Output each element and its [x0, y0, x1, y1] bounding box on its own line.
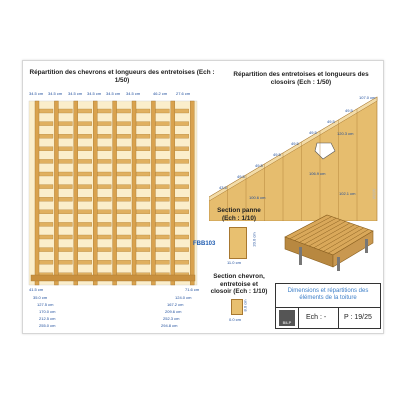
rafter — [132, 101, 136, 285]
strut — [97, 172, 111, 176]
top-dim: 34.5 cm — [29, 91, 44, 96]
strut — [136, 172, 150, 176]
strut — [39, 172, 53, 176]
strut — [136, 210, 150, 214]
strut — [39, 197, 53, 201]
strut — [39, 185, 53, 189]
strut — [155, 159, 169, 163]
strut — [58, 159, 72, 163]
top-dim: 34.5 cm — [87, 91, 102, 96]
top-dim: 34.5 cm — [106, 91, 121, 96]
strut — [136, 235, 150, 239]
strut — [136, 122, 150, 126]
rafter — [171, 101, 175, 285]
rafter — [93, 101, 97, 285]
strut — [39, 260, 53, 264]
strut — [117, 172, 131, 176]
strut — [58, 197, 72, 201]
top-dim: 34.5 cm — [68, 91, 83, 96]
strut — [175, 147, 189, 151]
strut — [155, 210, 169, 214]
chevron-width: 0.0 cm — [229, 317, 242, 322]
strut — [117, 109, 131, 113]
strut — [39, 109, 53, 113]
strut — [78, 260, 92, 264]
strut — [78, 122, 92, 126]
strut — [117, 248, 131, 252]
strut — [97, 122, 111, 126]
strut — [39, 147, 53, 151]
bottom-dim: 41.5 cm — [29, 287, 44, 292]
bottom-dim: 167.2 cm — [167, 302, 184, 307]
slope-dim: 107.0 cm — [359, 95, 376, 100]
strut — [117, 260, 131, 264]
strut — [175, 109, 189, 113]
strut — [97, 147, 111, 151]
rafter — [54, 101, 58, 285]
strut — [155, 222, 169, 226]
strut — [136, 260, 150, 264]
strut — [78, 248, 92, 252]
strut — [78, 172, 92, 176]
strut — [78, 134, 92, 138]
strut — [78, 109, 92, 113]
top-spacing-row — [29, 91, 201, 99]
strut — [78, 197, 92, 201]
strut — [39, 122, 53, 126]
slope-dim: 106.9 cm — [309, 171, 326, 176]
strut — [58, 222, 72, 226]
strut — [58, 122, 72, 126]
strut — [78, 159, 92, 163]
strut — [136, 147, 150, 151]
top-dim: 34.5 cm — [48, 91, 63, 96]
strut — [175, 260, 189, 264]
strut — [136, 109, 150, 113]
top-dim: 34.5 cm — [126, 91, 141, 96]
panne-width: 11.0 cm — [227, 260, 241, 265]
strut — [39, 222, 53, 226]
section-panne-title: Section panne (Ech : 1/10) — [217, 207, 261, 222]
strut — [155, 235, 169, 239]
strut — [58, 210, 72, 214]
strut — [175, 197, 189, 201]
chevron-height: 8.0 cm — [242, 299, 248, 312]
strut — [58, 185, 72, 189]
drawing-sheet — [22, 60, 384, 334]
bottom-dims — [27, 287, 207, 331]
strut — [117, 147, 131, 151]
strut — [117, 210, 131, 214]
strut — [97, 159, 111, 163]
strut — [155, 109, 169, 113]
strut — [175, 235, 189, 239]
strut — [97, 260, 111, 264]
strut — [97, 235, 111, 239]
strut — [155, 248, 169, 252]
cartouche-title: Dimensions et répartitions des éléments de la toiture — [287, 288, 369, 301]
logo-text: BILP — [282, 320, 292, 325]
strut — [39, 159, 53, 163]
strut — [117, 159, 131, 163]
slope-dim: 49.5 — [291, 141, 299, 146]
scale-cell: Ech : - — [306, 314, 327, 321]
strut — [117, 134, 131, 138]
slope-dim: 49.5 — [309, 130, 317, 135]
strut — [97, 197, 111, 201]
strut — [136, 248, 150, 252]
strut — [97, 222, 111, 226]
strut — [155, 147, 169, 151]
strut — [175, 122, 189, 126]
strut — [136, 185, 150, 189]
watermark: www — [371, 188, 378, 200]
strut — [117, 197, 131, 201]
strut — [136, 197, 150, 201]
strut — [39, 210, 53, 214]
bottom-dim: 124.0 cm — [175, 295, 192, 300]
strut — [155, 172, 169, 176]
strut — [58, 134, 72, 138]
strut — [136, 159, 150, 163]
post — [299, 247, 302, 265]
fbb-label: FBB103 — [193, 241, 216, 247]
purlin — [31, 275, 195, 281]
strut — [97, 134, 111, 138]
strut — [155, 260, 169, 264]
strut — [175, 222, 189, 226]
cartouche-title-box — [275, 283, 381, 309]
post — [337, 257, 340, 271]
rafter — [190, 101, 194, 285]
strut — [97, 185, 111, 189]
section-chevron-title: Section chevron, entretoise et closoir (Ech : 1/10) — [210, 273, 268, 295]
top-dim: 46.2 cm — [153, 91, 168, 96]
strut — [175, 159, 189, 163]
cartouche-row — [275, 307, 381, 329]
strut — [58, 172, 72, 176]
slope-dim: 49.5 — [345, 108, 353, 113]
strut — [97, 210, 111, 214]
slope-dim: 49.5 — [327, 119, 335, 124]
strut — [175, 248, 189, 252]
strut — [39, 235, 53, 239]
bottom-dim: 127.5 cm — [37, 302, 54, 307]
bottom-dim: 252.3 cm — [163, 316, 180, 321]
strut — [175, 134, 189, 138]
strut — [58, 260, 72, 264]
strut — [155, 185, 169, 189]
strut — [97, 109, 111, 113]
strut — [78, 185, 92, 189]
slope-dim: 120.3 cm — [337, 131, 354, 136]
top-dim: 27.6 cm — [176, 91, 191, 96]
strut — [175, 172, 189, 176]
strut — [155, 134, 169, 138]
bottom-dim: 35.0 cm — [33, 295, 48, 300]
strut — [58, 235, 72, 239]
rafter — [74, 101, 78, 285]
slope-dim: 49.5 — [237, 174, 245, 179]
page-cell: P : 19/25 — [344, 314, 372, 321]
slope-dim: 102.1 cm — [339, 191, 356, 196]
strut — [97, 248, 111, 252]
slope-dim: 49.5 — [255, 163, 263, 168]
strut — [39, 134, 53, 138]
strut — [58, 109, 72, 113]
strut — [39, 248, 53, 252]
strut — [78, 222, 92, 226]
panne-height: 20.0 cm — [251, 232, 257, 247]
strut — [78, 210, 92, 214]
strut — [117, 235, 131, 239]
rafter — [35, 101, 39, 285]
strut — [58, 248, 72, 252]
strut — [136, 134, 150, 138]
strut — [175, 210, 189, 214]
panne-section-rect — [229, 227, 247, 259]
slope-dim: 49.5 — [273, 152, 281, 157]
bottom-dim: 212.5 cm — [39, 316, 56, 321]
bottom-dim: 255.0 cm — [39, 323, 56, 328]
slope-title: Répartition des entretoises et longueurs des closoirs (Ech : 1/50) — [233, 71, 369, 86]
rafter — [151, 101, 155, 285]
strut — [58, 147, 72, 151]
plan-title: Répartition des chevrons et longueurs des entretoises (Ech : 1/50) — [29, 69, 215, 84]
strut — [155, 197, 169, 201]
rafter — [113, 101, 117, 285]
strut — [175, 185, 189, 189]
strut — [117, 122, 131, 126]
strut — [155, 122, 169, 126]
strut — [136, 222, 150, 226]
strut — [78, 235, 92, 239]
slope-dim: 100.6 cm — [249, 195, 266, 200]
bottom-dim: 209.6 cm — [165, 309, 182, 314]
post — [365, 239, 368, 253]
rafter-plan-drawing — [27, 99, 203, 291]
strut — [117, 185, 131, 189]
bottom-dim: 71.6 cm — [185, 287, 200, 292]
bottom-dim: 294.8 cm — [161, 323, 178, 328]
bottom-dim: 170.0 cm — [39, 309, 56, 314]
chevron-section-rect — [231, 299, 243, 315]
slope-dim: 43.5 — [219, 185, 227, 190]
strut — [78, 147, 92, 151]
bilp-logo — [279, 310, 295, 326]
strut — [117, 222, 131, 226]
roof-3d-view — [277, 197, 379, 273]
